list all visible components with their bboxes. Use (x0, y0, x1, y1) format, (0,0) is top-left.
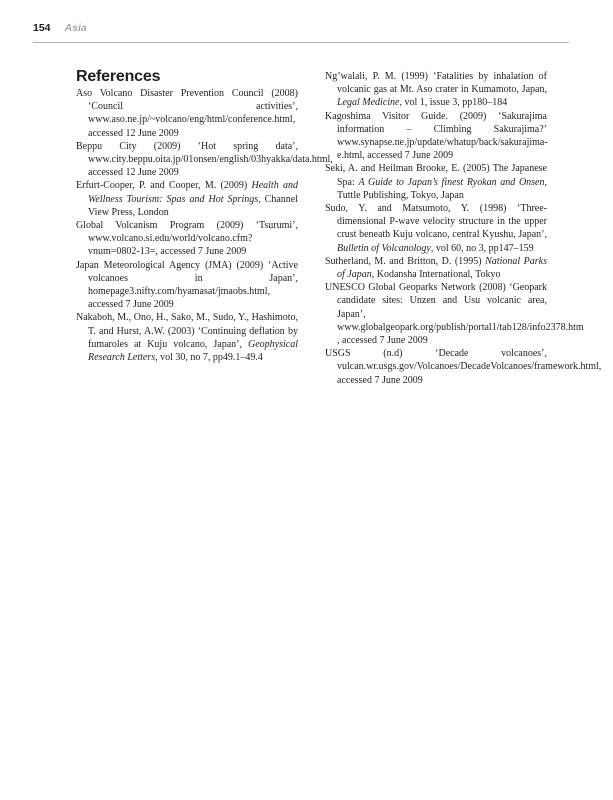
references-left-column (76, 87, 333, 364)
reference-entry: USGS (n.d) ‘Decade volcanoes’, vulcan.wr.usgs.gov/Volcanoes/DecadeVolcanoes/framework.html, accessed 7 June 2009 (325, 348, 602, 386)
reference-entry: Seki, A. and Heilman Brooke, E. (2005) The Japanese Spa: A Guide to Japan’s finest Ryokan and Onsen, Tuttle Publishing, Tokyo, Japan (325, 163, 547, 201)
running-head: Asia (64, 22, 87, 34)
reference-entry: Erfurt-Cooper, P. and Cooper, M. (2009) Health and Wellness Tourism: Spas and Hot Springs, Channel View Press, London (76, 180, 299, 218)
reference-entry: Ng’walali, P. M. (1999) ‘Fatalities by inhalation of volcanic gas at Mt. Aso crater in Kumamoto, Japan, Legal Medicine, vol 1, issue 3, pp180–184 (325, 71, 547, 109)
header-rule (33, 42, 569, 43)
reference-entry: Nakaboh, M., Ono, H., Sako, M., Sudo, Y., Hashimoto, T. and Hurst, A.W. (2003) ‘Continuing deflation by fumaroles at Kuju volcano, Japan’, Geophysical Research Letters, vol 30, no 7, pp49.1–49.4 (76, 312, 298, 364)
reference-entry: Beppu City (2009) ‘Hot spring data’, www.city.beppu.oita.jp/01onsen/english/03hyakka/data.html, accessed 12 June 2009 (76, 140, 333, 179)
page-number: 154 (33, 22, 51, 34)
reference-entry: Japan Meteorological Agency (JMA) (2009) ‘Active volcanoes in Japan’, homepage3.nifty.com/hyamasat/jmaobs.html, accessed 7 June 2009 (76, 259, 298, 311)
references-right-column (325, 70, 602, 387)
page-header (33, 21, 87, 35)
reference-entry: Global Volcanism Program (2009) ‘Tsurumi’, www.volcano.si.edu/world/volcano.cfm?vnum=0802-13=, accessed 7 June 2009 (76, 220, 298, 258)
reference-entry: Sutherland, M. and Britton, D. (1995) National Parks of Japan, Kodansha International, Tokyo (325, 255, 548, 281)
reference-entry: Sudo, Y. and Matsumoto, Y. (1998) ‘Three-dimensional P-wave velocity structure in the upper crust beneath Kuju volcano, central Kyushu, Japan’, Bulletin of Volcanology, vol 60, no 3, pp147–159 (325, 203, 547, 254)
section-title: References (76, 68, 161, 85)
reference-entry: UNESCO Global Geoparks Network (2008) ‘Geopark candidate sites: Unzen and Usu volcanic area, Japan’, www.globalgeopark.org/publish/portal1/tab128/info2378.htm , accessed 7 June 2009 (325, 282, 584, 347)
reference-entry: Aso Volcano Disaster Prevention Council (2008) ‘Council activities’, www.aso.ne.jp/~volcano/eng/html/conference.html, accessed 12 June 2009 (76, 88, 298, 139)
reference-entry: Kagoshima Visitor Guide. (2009) ‘Sakurajima information – Climbing Sakurajima?’ www.synapse.ne.jp/update/whatup/back/sakurajima-e.html, accessed 7 June 2009 (325, 110, 548, 162)
